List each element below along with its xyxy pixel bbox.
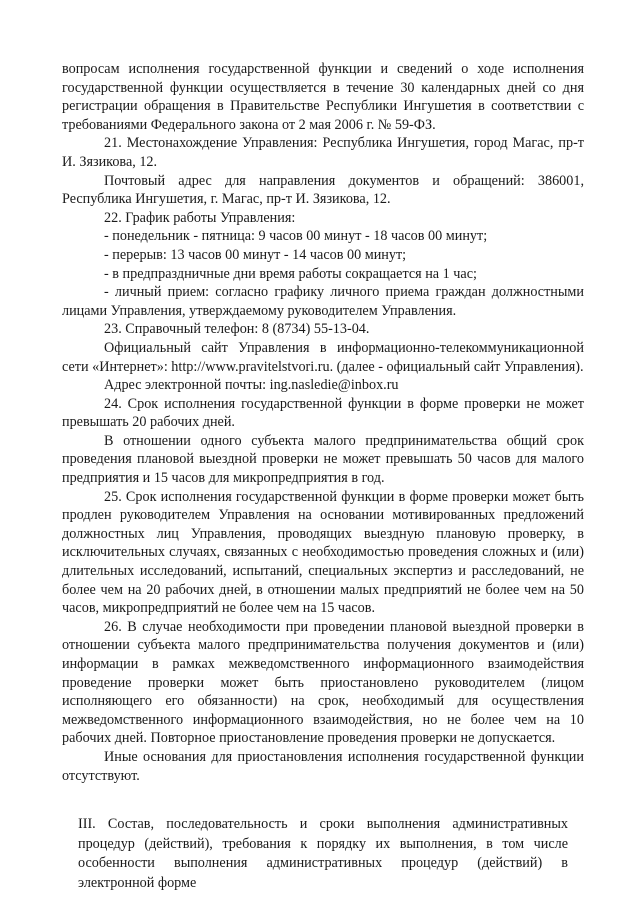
paragraph-24-term: 24. Срок исполнения государственной функции в форме проверки не может превышать 20 рабочих дней. (62, 395, 584, 431)
paragraph-postal-address: Почтовый адрес для направления документов и обращений: 386001, Республика Ингушетия, г. Магас, пр-т И. Зязикова, 12. (62, 172, 584, 208)
paragraph-continuation: вопросам исполнения государственной функции и сведений о ходе исполнения государственной функции осуществляется в течение 30 календарных дней со дня регистрации обращения в Правительстве Республики Ингушетия в соответствии с требованиями Федерального закона от 2 мая 2006 г. № 59-ФЗ. (62, 61, 584, 133)
paragraph-email: Адрес электронной почты: ing.nasledie@inbox.ru (104, 377, 399, 394)
paragraph-21-location: 21. Местонахождение Управления: Республика Ингушетия, город Магас, пр-т И. Зязикова, 12. (62, 135, 584, 170)
paragraph-small-business-term: В отношении одного субъекта малого предпринимательства общий срок проведения плановой выездной проверки не может превышать 50 часов для малого предприятия и 15 часов для микропредприятия в год. (62, 432, 584, 487)
paragraph-23-phone: 23. Справочный телефон: 8 (8734) 55-13-04. (104, 321, 370, 338)
section-title: III. Состав, последовательность и сроки выполнения административных процедур (действий), требования к порядку их выполнения, в том числе особенности выполнения административных процедур (действий) в электронной форме (78, 816, 568, 891)
paragraph-other-grounds: Иные основания для приостановления исполнения государственной функции отсутствуют. (62, 748, 584, 784)
paragraph-website: Официальный сайт Управления в информационно-телекоммуникационной сети «Интернет»: http://www.pravitelstvori.ru. (далее - официальный сайт Управления). (62, 339, 584, 375)
schedule-item-reception: - личный прием: согласно графику личного приема граждан должностными лицами Управления, утверждаемому руководителем Управления. (62, 284, 584, 319)
schedule-item-weekdays: - понедельник - пятница: 9 часов 00 минут - 18 часов 00 минут; (104, 228, 488, 245)
paragraph-25-extension: 25. Срок исполнения государственной функции в форме проверки может быть продлен руководителем Управления на основании мотивированных предложений должностных лиц Управления, проводящих выездную плановую проверку, в исключительных случаях, связанных с необходимостью проведения сложных и (или) длительных исследований, испытаний, специальных экспертиз и расследований, не более чем на 20 рабочих дней, в отношении малых предприятий не более чем на 50 часов, микропредприятий не более чем на 15 часов. (62, 488, 584, 617)
document-page (62, 60, 584, 893)
schedule-item-break: - перерыв: 13 часов 00 минут - 14 часов 00 минут; (104, 246, 407, 263)
schedule-item-preholiday: - в предпраздничные дни время работы сокращается на 1 час; (104, 265, 477, 282)
paragraph-26-suspension: 26. В случае необходимости при проведении плановой выездной проверки в отношении субъекта малого предпринимательства получения документов и (или) информации в рамках межведомственного информационного взаимодействия проведение проверки может быть приостановлено руководителем (лицом исполняющего его обязанности) на срок, необходимый для осуществления межведомственного информационного взаимодействия, но не более чем на 10 рабочих дней. Повторное приостановление проведения проверки не допускается. (62, 618, 584, 747)
section-spacer (62, 785, 584, 815)
paragraph-22-schedule: 22. График работы Управления: (104, 209, 296, 226)
